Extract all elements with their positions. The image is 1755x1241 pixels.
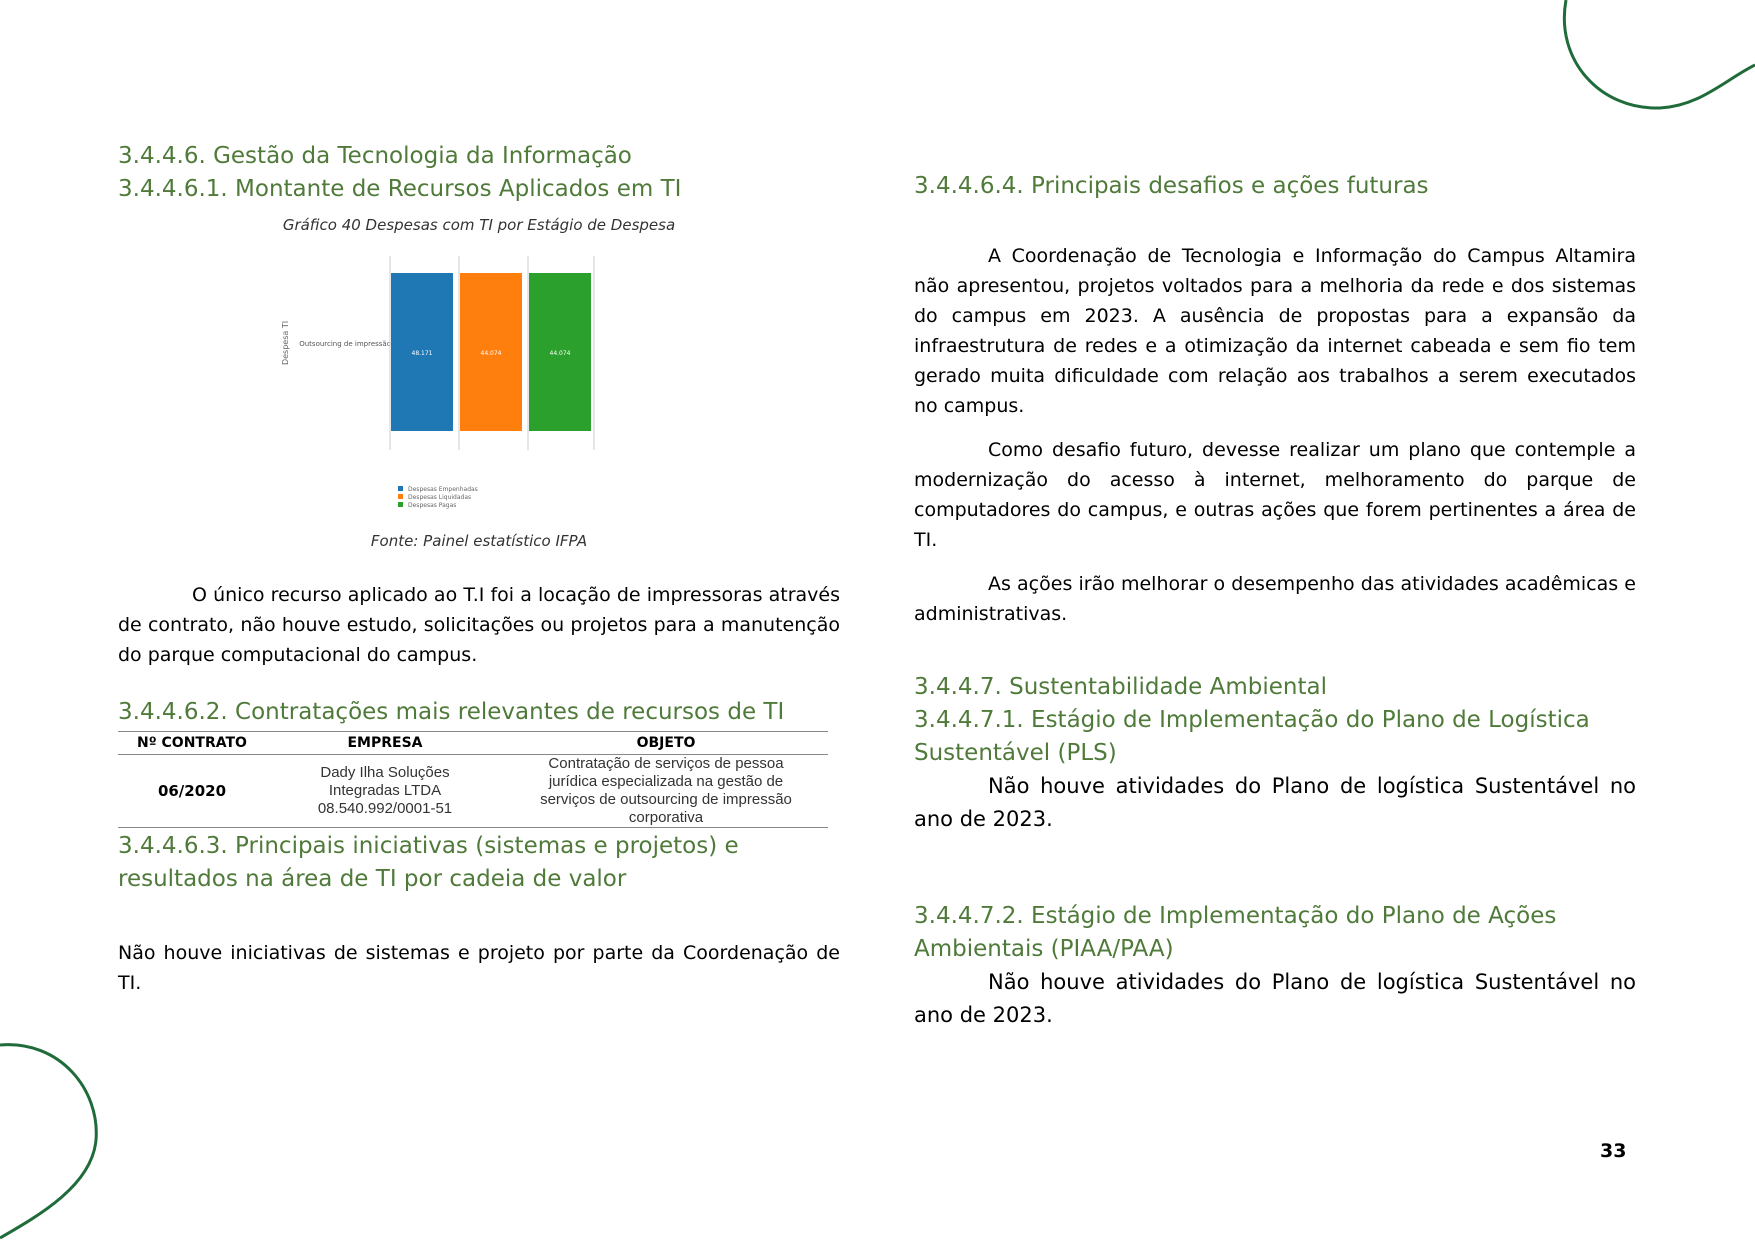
column-header: Nº CONTRATO [118,732,266,755]
contract-number: 06/2020 [118,755,266,828]
subsection-heading: 3.4.4.6.2. Contratações mais relevantes de recursos de TI [118,699,785,725]
page-number: 33 [1600,1140,1627,1162]
category-label: Outsourcing de impressão [299,340,391,348]
top-right-arc [1564,0,1755,108]
legend-swatch [398,494,403,499]
column-header: OBJETO [504,732,828,755]
legend-label: Despesas Pagas [408,502,457,509]
company-cell: Dady Ilha Soluções Integradas LTDA 08.540.992/0001-51 [266,755,504,828]
chart-canvas [118,238,840,538]
paragraph: A Coordenação de Tecnologia e Informação do Campus Altamira não apresentou, projetos voltados para a melhoria da rede e dos sistemas do campus em 2023. A ausência de propostas para a expansão da infraestrutura de redes e a otimização da internet cabeada e sem fio tem gerado muita dificuldade com relação aos trabalhos a serem executados no campus. [914,245,1636,417]
legend-label: Despesas Empenhadas [408,486,478,493]
subsection-heading: 3.4.4.7.2. Estágio de Implementação do Plano de Ações Ambientais (PIAA/PAA) [914,903,1557,962]
chart-caption: Gráfico 40 Despesas com TI por Estágio de Despesa [282,216,676,234]
data-label: 44.074 [480,350,502,357]
data-label: 44.074 [549,350,571,357]
paragraph: Não houve atividades do Plano de logística Sustentável no ano de 2023. [914,970,1636,1027]
table-row [118,755,828,828]
paragraph: Não houve atividades do Plano de logística Sustentável no ano de 2023. [914,774,1636,831]
axis-label: Despesa TI [281,320,290,366]
legend-swatch [398,502,403,507]
paragraph: Não houve iniciativas de sistemas e projeto por parte da Coordenação de TI. [118,942,840,994]
contracts-table [118,731,828,828]
subsection-heading: 3.4.4.6.4. Principais desafios e ações futuras [914,173,1429,199]
chart-source: Fonte: Painel estatístico IFPA [370,532,588,550]
section-heading: 3.4.4.6. Gestão da Tecnologia da Informação [118,143,632,169]
paragraph: As ações irão melhorar o desempenho das atividades acadêmicas e administrativas. [914,573,1636,625]
data-label: 48.171 [411,350,433,357]
table-header-row [118,732,828,755]
subsection-heading: 3.4.4.7.1. Estágio de Implementação do Plano de Logística Sustentável (PLS) [914,707,1590,766]
paragraph: Como desafio futuro, devesse realizar um plano que contemple a modernização do acesso à internet, melhoramento do parque de computadores do campus, e outras ações que forem pertinentes a área de TI. [914,439,1636,551]
right-column [914,170,1636,1032]
section-heading: 3.4.4.7. Sustentabilidade Ambiental [914,674,1327,700]
subsection-heading: 3.4.4.6.3. Principais iniciativas (sistemas e projetos) e resultados na área de TI por cadeia de valor [118,833,739,892]
object-cell: Contratação de serviços de pessoa jurídica especializada na gestão de serviços de outsourcing de impressão corporativa [504,755,828,828]
subsection-heading: 3.4.4.6.1. Montante de Recursos Aplicados em TI [118,176,682,202]
ti-expense-chart [118,238,840,538]
left-column [118,140,840,998]
paragraph: O único recurso aplicado ao T.I foi a locação de impressoras através de contrato, não houve estudo, solicitações ou projetos para a manutenção do parque computacional do campus. [118,584,840,666]
column-header: EMPRESA [266,732,504,755]
legend-label: Despesas Liquidadas [408,494,472,501]
bottom-left-arc [0,1045,96,1238]
legend-swatch [398,486,403,491]
